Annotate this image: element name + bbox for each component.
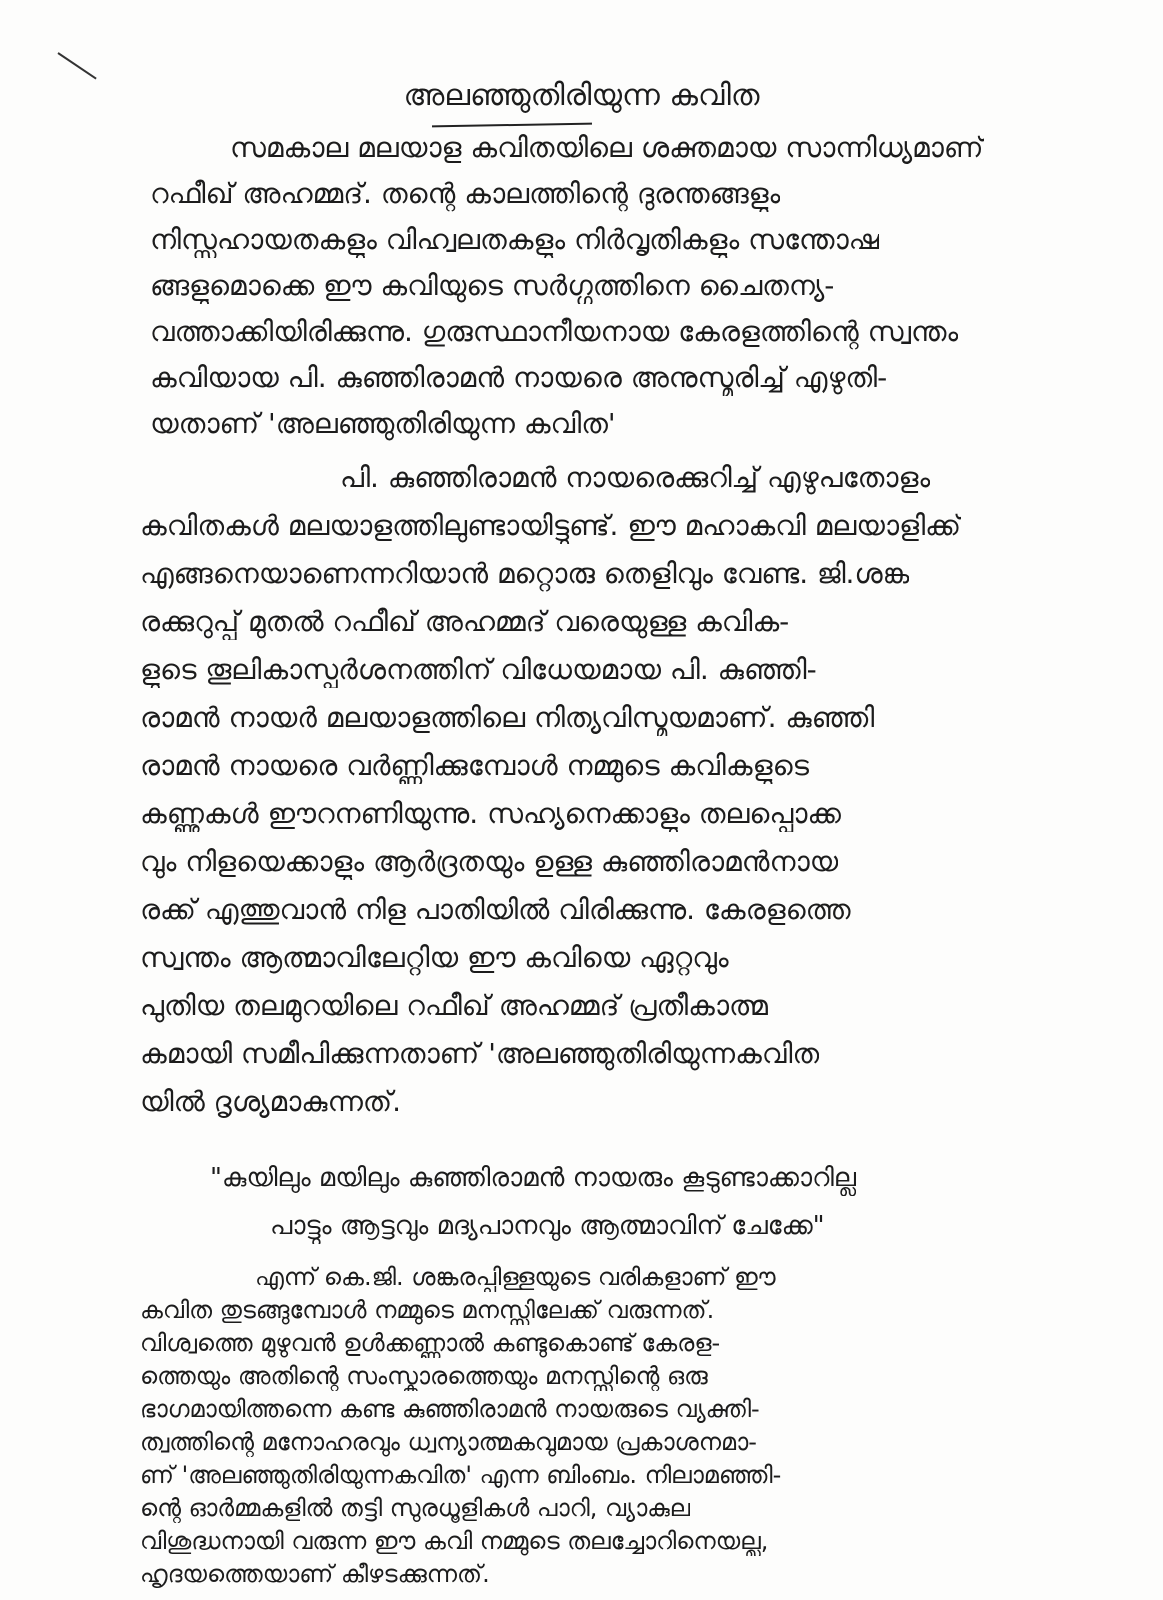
text-line: സമകാല മലയാള കവിതയിലെ ശക്തമായ സാന്നിധ്യമാണ് [230, 131, 984, 164]
text-line: കവിത തുടങ്ങുമ്പോൾ നമ്മുടെ മനസ്സിലേക്ക് വരുന്നത്. [140, 1296, 715, 1324]
text-line: റഫീഖ് അഹമ്മദ്. തന്റെ കാലത്തിന്റെ ദുരന്തങ്ങളും [150, 177, 781, 210]
text-line: എങ്ങനെയാണെന്നറിയാൻ മറ്റൊരു തെളിവും വേണ്ട. ജി.ശങ്ക [140, 557, 910, 590]
text-line: പി. കുഞ്ഞിരാമൻ നായരെക്കുറിച്ച് എഴുപതോളം [340, 461, 931, 494]
page-title: അലഞ്ഞുതിരിയുന്ന കവിത [403, 78, 760, 113]
text-line: കണ്ണുകൾ ഈറനണിയുന്നു. സഹ്യനെക്കാളും തലപ്പൊക്ക [140, 797, 841, 830]
text-line: രാമൻ നായരെ വർണ്ണിക്കുമ്പോൾ നമ്മുടെ കവികളുടെ [140, 749, 810, 782]
text-line: ങ്ങളുമൊക്കെ ഈ കവിയുടെ സർഗ്ഗത്തിനെ ചൈതന്യ- [150, 269, 835, 302]
text-line: കവിതകൾ മലയാളത്തിലുണ്ടായിട്ടുണ്ട്. ഈ മഹാകവി മലയാളിക്ക് [140, 509, 962, 542]
text-line: എന്ന് കെ.ജി. ശങ്കരപ്പിള്ളയുടെ വരികളാണ് ഈ [255, 1263, 776, 1291]
text-line: വത്താക്കിയിരിക്കുന്നു. ഗുരുസ്ഥാനീയനായ കേരളത്തിന്റെ സ്വന്തം [150, 315, 959, 348]
text-line: ഹൃദയത്തെയാണ് കീഴടക്കുന്നത്. [140, 1560, 490, 1588]
text-line: ന്റെ ഓർമ്മകളിൽ തട്ടി സുരധൂളികൾ പാറി, വ്യാകുല [140, 1494, 691, 1522]
text-line: ളുടെ തൂലികാസ്പർശനത്തിന് വിധേയമായ പി. കുഞ്ഞി- [140, 653, 817, 686]
text-line: രക്കുറുപ്പ് മുതൽ റഫീഖ് അഹമ്മദ് വരെയുള്ള കവിക- [140, 605, 790, 638]
quote-line: പാട്ടും ആട്ടവും മദ്യപാനവും ആത്മാവിന് ചേക്കേ" [270, 1211, 825, 1241]
text-line: ണ് 'അലഞ്ഞുതിരിയുന്നകവിത' എന്ന ബിംബം. നിലാമഞ്ഞി- [140, 1461, 782, 1489]
text-line: വിശ്വത്തെ മുഴുവൻ ഉൾക്കണ്ണാൽ കണ്ടുകൊണ്ട് കേരള- [140, 1329, 721, 1357]
title-underline [432, 123, 592, 128]
text-line: വും നിളയെക്കാളും ആർദ്രതയും ഉള്ള കുഞ്ഞിരാമൻനായ [140, 845, 839, 878]
text-line: വിശുദ്ധനായി വരുന്ന ഈ കവി നമ്മുടെ തലച്ചോറിനെയല്ല, [140, 1527, 769, 1555]
text-line: കമായി സമീപിക്കുന്നതാണ് 'അലഞ്ഞുതിരിയുന്നകവിത [140, 1037, 820, 1070]
text-line: കവിയായ പി. കുഞ്ഞിരാമൻ നായരെ അനുസ്മരിച്ച് എഴുതി- [150, 361, 888, 394]
text-line: നിസ്സഹായതകളും വിഹ്വലതകളും നിർവൃതികളും സന്തോഷ [150, 223, 880, 256]
text-line: പുതിയ തലമുറയിലെ റഫീഖ് അഹമ്മദ് പ്രതീകാത്മ [140, 989, 768, 1022]
text-line: രക്ക് എത്തുവാൻ നിള പാതിയിൽ വിരിക്കുന്നു. കേരളത്തെ [140, 893, 851, 926]
text-line: യതാണ് 'അലഞ്ഞുതിരിയുന്ന കവിത' [150, 407, 616, 440]
text-line: രാമൻ നായർ മലയാളത്തിലെ നിത്യവിസ്മയമാണ്. കുഞ്ഞി [140, 701, 875, 734]
text-line: യിൽ ദൃശ്യമാകുന്നത്. [140, 1085, 402, 1118]
text-line: ഭാഗമായിത്തന്നെ കണ്ട കുഞ്ഞിരാമൻ നായരുടെ വ്യക്തി- [140, 1395, 760, 1423]
text-line: ത്തെയും അതിന്റെ സംസ്കാരത്തെയും മനസ്സിന്റെ ഒരു [140, 1362, 708, 1390]
text-line: സ്വന്തം ആത്മാവിലേറ്റിയ ഈ കവിയെ ഏറ്റവും [140, 941, 729, 974]
text-line: ത്വത്തിന്റെ മനോഹരവും ധ്വന്യാത്മകവുമായ പ്രകാശനമാ- [140, 1428, 757, 1456]
quote-line: "കുയിലും മയിലും കുഞ്ഞിരാമൻ നായരും കൂടുണ്ടാക്കാറില്ല [210, 1163, 857, 1193]
